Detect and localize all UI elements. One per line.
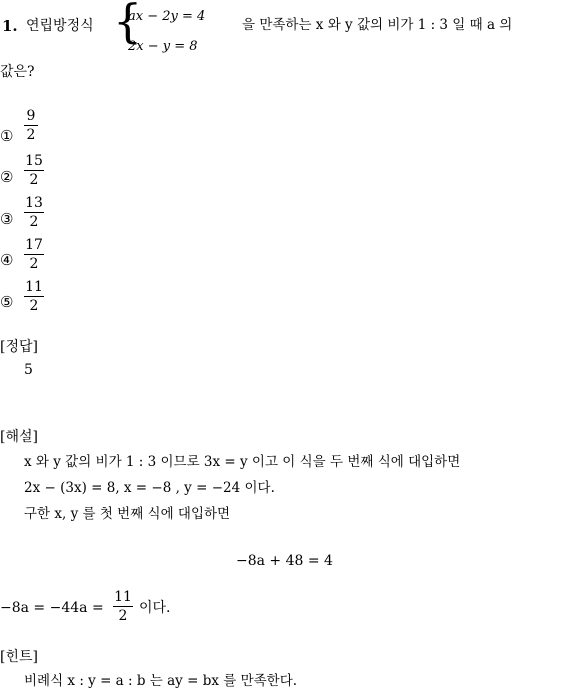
system-brace: { (113, 0, 143, 48)
fraction-bar (24, 296, 44, 297)
fraction-bar (24, 254, 44, 255)
fraction-bar (24, 212, 44, 213)
fraction-numerator: 11 (114, 589, 132, 605)
explanation-line-1: x 와 y 값의 비가 1 : 3 이므로 3x = y 이고 이 식을 두 번째 식에 대입하면 (24, 454, 461, 470)
equation-2: 2x − y = 8 (128, 39, 198, 54)
fraction-numerator: 17 (25, 237, 43, 253)
display-equation: −8a + 48 = 4 (236, 553, 333, 569)
question-text: 을 만족하는 x 와 y 값의 비가 1 : 3 일 때 a 의 (242, 17, 513, 33)
choice-marker: ④ (0, 251, 14, 269)
fraction-bar (24, 170, 44, 171)
fraction-denominator: 2 (118, 608, 128, 624)
fraction-denominator: 2 (29, 298, 39, 314)
choice-marker: ② (0, 168, 14, 186)
choice-marker: ① (0, 127, 14, 145)
equation-1: ax − 2y = 4 (128, 9, 206, 24)
fraction-numerator: 15 (25, 153, 43, 169)
explanation-line-2: 2x − (3x) = 8, x = −8 , y = −24 이다. (24, 480, 275, 496)
hint-text: 비례식 x : y = a : b 는 ay = bx 를 만족한다. (24, 673, 298, 689)
choice-fraction (24, 196, 44, 229)
hint-label: [힌트] (0, 649, 38, 665)
fraction-numerator: 9 (26, 108, 36, 124)
choice-marker: ⑤ (0, 293, 14, 311)
fraction-denominator: 2 (29, 256, 39, 272)
fraction-bar (24, 125, 38, 126)
fraction-bar (113, 606, 133, 607)
choice-fraction (24, 109, 38, 142)
answer-value: 5 (24, 362, 33, 378)
answer-label: [정답] (0, 339, 38, 355)
fraction-denominator: 2 (26, 127, 36, 143)
choice-fraction (24, 154, 44, 187)
explanation-line-4-left: −8a = −44a = (0, 600, 104, 616)
choice-marker: ③ (0, 210, 14, 228)
explanation-line-4-right: 이다. (139, 600, 171, 616)
explanation-line-3: 구한 x, y 를 첫 번째 식에 대입하면 (24, 506, 231, 522)
fraction-denominator: 2 (29, 172, 39, 188)
choice-fraction (24, 238, 44, 271)
choice-fraction (24, 280, 44, 313)
explanation-label: [해설] (0, 429, 38, 445)
problem-intro: 연립방정식 (26, 18, 94, 34)
question-text-cont: 값은? (0, 64, 35, 80)
fraction-denominator: 2 (29, 214, 39, 230)
fraction-numerator: 13 (25, 195, 43, 211)
fraction-numerator: 11 (25, 279, 43, 295)
explanation-fraction (113, 590, 133, 623)
problem-number: 1. (2, 17, 18, 35)
